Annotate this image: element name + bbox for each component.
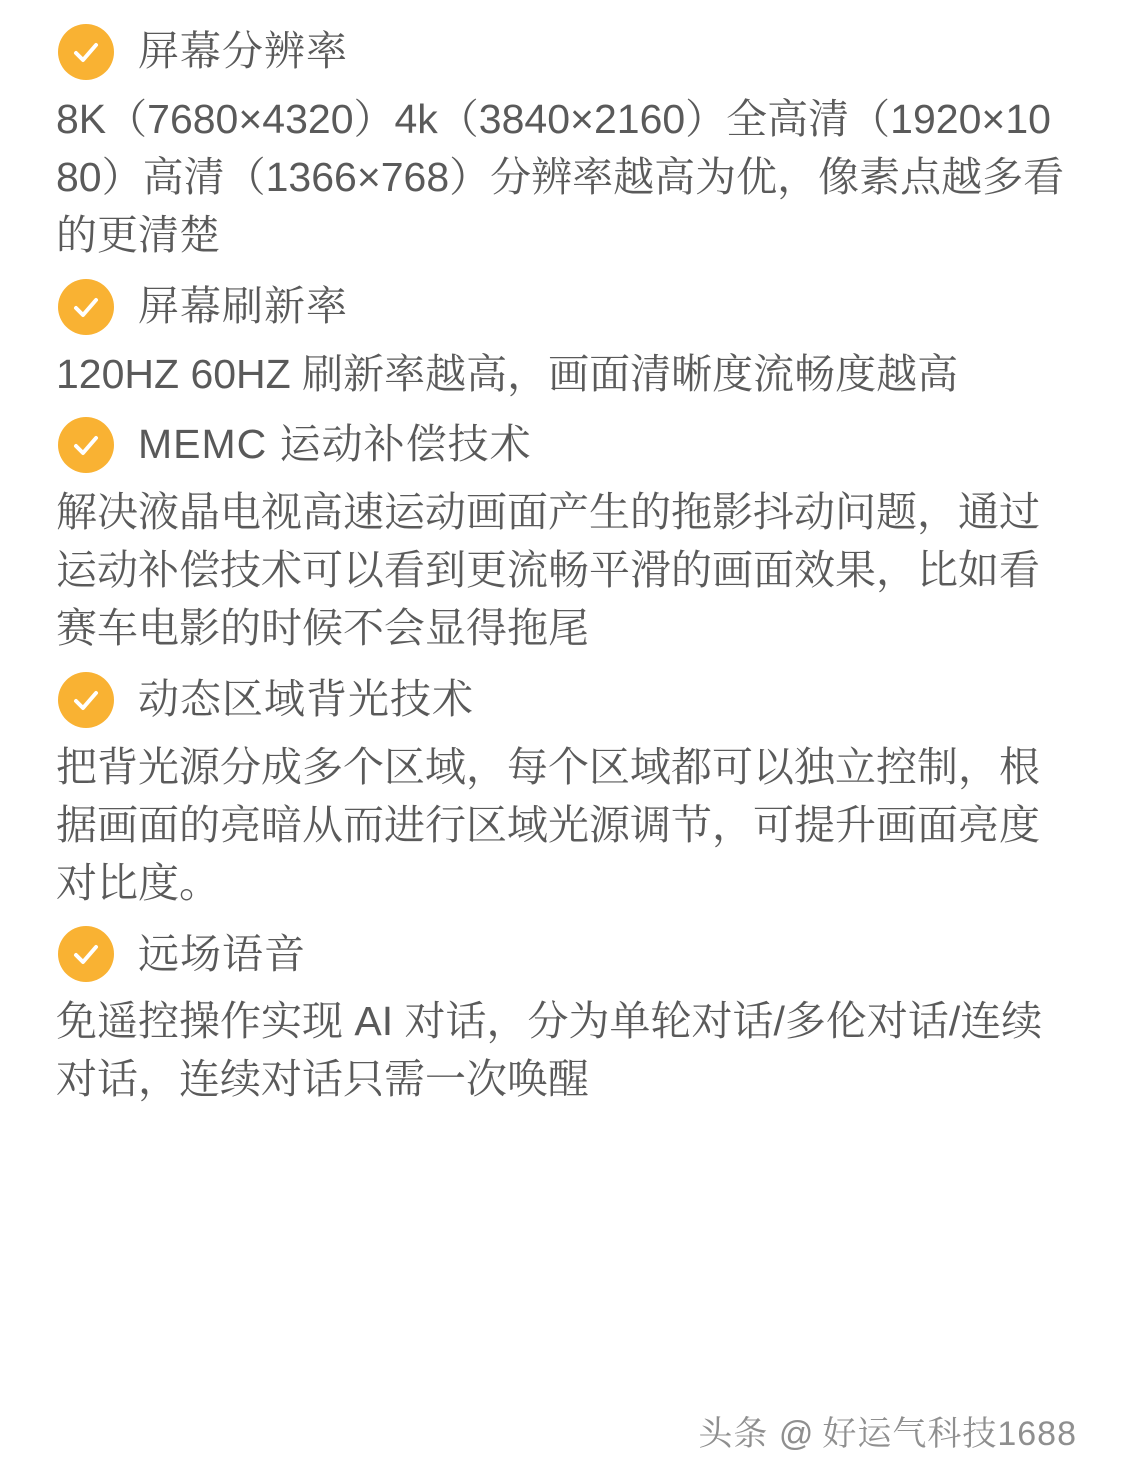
section-heading (58, 279, 1067, 335)
section-title: 屏幕刷新率 (138, 283, 348, 330)
section-body: 解决液晶电视高速运动画面产生的拖影抖动问题，通过运动补偿技术可以看到更流畅平滑的画面效果，比如看赛车电影的时候不会显得拖尾 (56, 488, 1040, 652)
watermark-brand: 头条 @ (698, 1415, 815, 1453)
section-title: MEMC 运动补偿技术 (138, 421, 532, 468)
section-far-field-voice (52, 926, 1067, 1108)
section-body: 8K（7680×4320）4k（3840×2160）全高清（1920×1080）高清（1366×768）分辨率越高为优，像素点越多看的更清楚 (56, 96, 1065, 259)
check-circle-icon (58, 672, 114, 728)
section-memc (52, 417, 1067, 658)
section-heading (58, 24, 1067, 80)
section-heading (58, 417, 1067, 473)
section-body: 把背光源分成多个区域，每个区域都可以独立控制，根据画面的亮暗从而进行区域光源调节，可提升画面亮度对比度。 (56, 743, 1040, 906)
section-local-dimming (52, 672, 1067, 913)
section-screen-resolution (52, 24, 1067, 265)
check-circle-icon (58, 926, 114, 982)
section-refresh-rate (52, 279, 1067, 403)
watermark-author: 好运气科技1688 (822, 1415, 1077, 1453)
section-title: 动态区域背光技术 (138, 675, 474, 722)
watermark (698, 1406, 1077, 1455)
section-title: 远场语音 (138, 930, 306, 977)
check-circle-icon (58, 279, 114, 335)
check-circle-icon (58, 417, 114, 473)
check-circle-icon (58, 24, 114, 80)
section-body: 免遥控操作实现 AI 对话，分为单轮对话/多伦对话/连续对话，连续对话只需一次唤醒 (56, 998, 1043, 1103)
section-heading (58, 926, 1067, 982)
section-heading (58, 672, 1067, 728)
section-title: 屏幕分辨率 (138, 28, 348, 75)
section-body: 120HZ 60HZ 刷新率越高，画面清晰度流畅度越高 (56, 350, 959, 397)
